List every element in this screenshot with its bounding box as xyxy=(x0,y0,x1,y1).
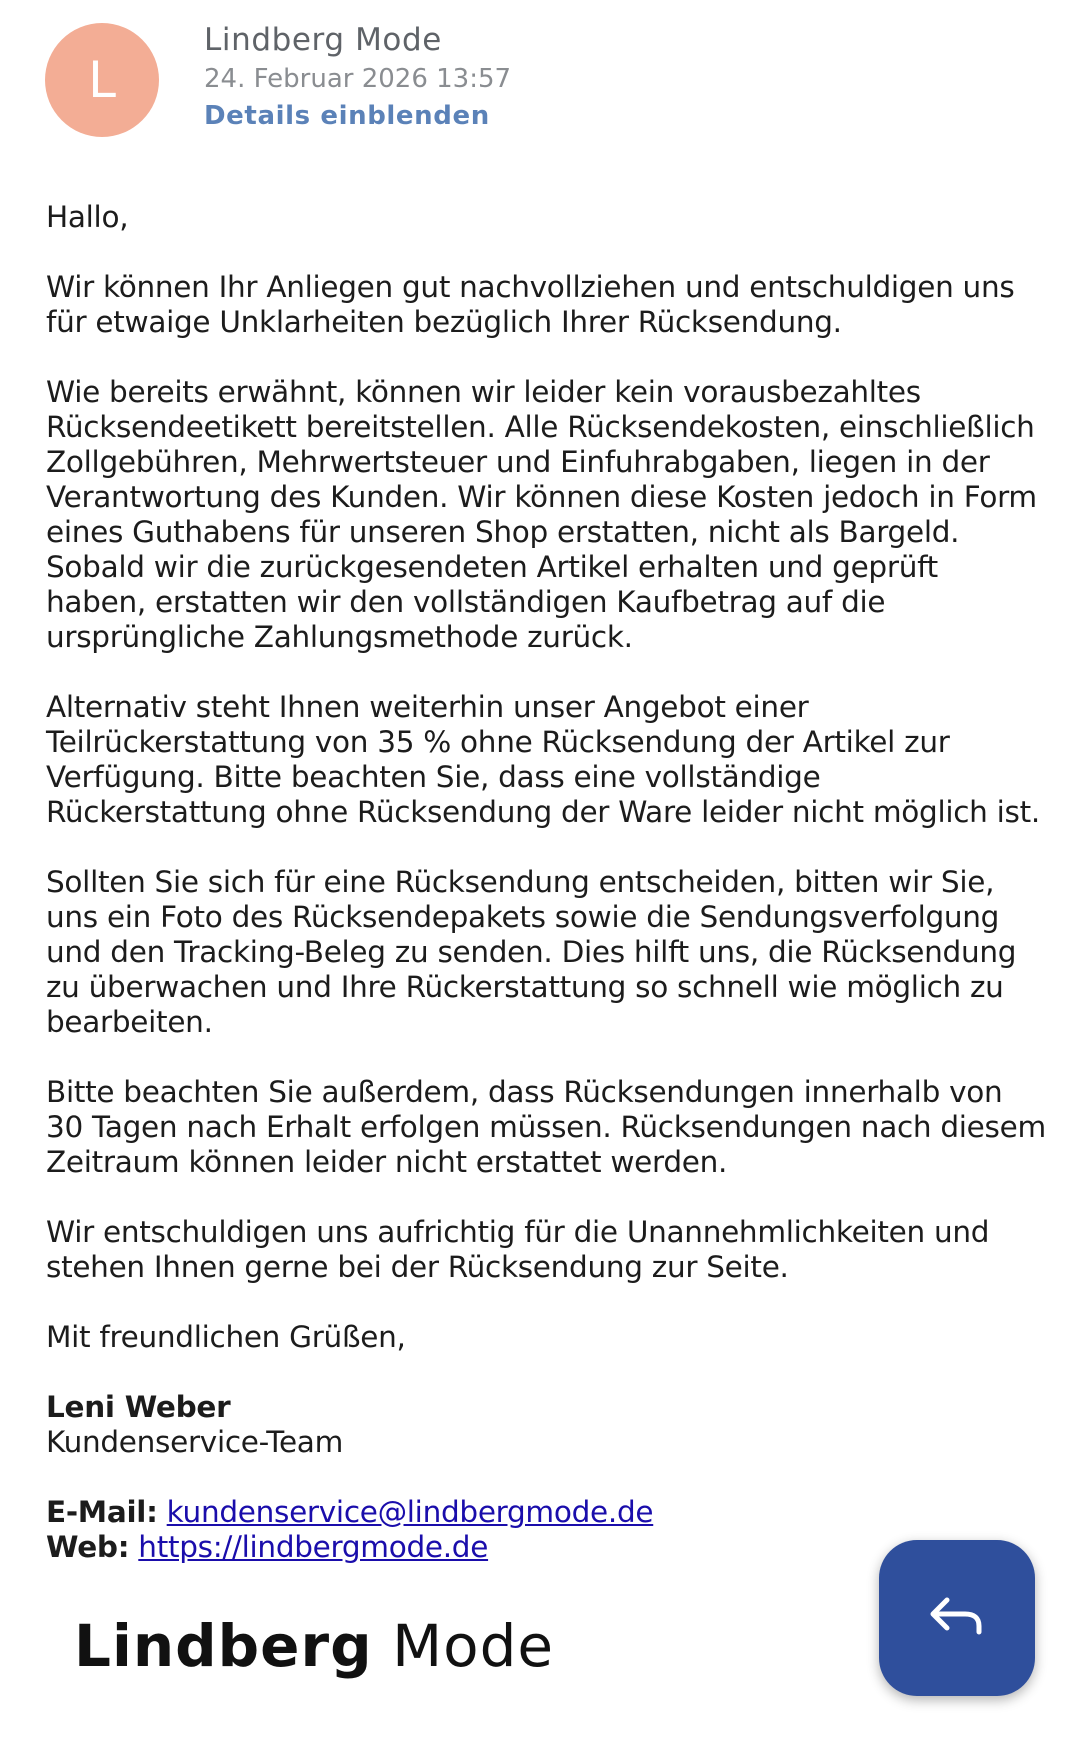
sender-name: Lindberg Mode xyxy=(204,22,442,58)
paragraph-6: Wir entschuldigen uns aufrichtig für die Unannehmlichkeiten und stehen Ihnen gerne bei der Rücksendung zur Seite. xyxy=(46,1215,990,1284)
paragraph-3: Alternativ steht Ihnen weiterhin unser Angebot einer Teilrückerstattung von 35 % ohne Rücksendung der Artikel zur Verfügung. Bitte beachten Sie, dass eine vollständige Rückerstattung ohne Rücksendung der Ware leider nicht möglich ist. xyxy=(46,690,1040,829)
reply-arrow-icon xyxy=(927,1594,987,1643)
web-label: Web: xyxy=(46,1530,130,1564)
company-logo xyxy=(74,1612,554,1680)
email-label: E-Mail: xyxy=(46,1495,158,1529)
email-date: 24. Februar 2026 13:57 xyxy=(204,64,512,94)
web-link[interactable]: https://lindbergmode.de xyxy=(138,1530,489,1564)
logo-light-text: Mode xyxy=(392,1612,555,1680)
logo-bold-text: Lindberg xyxy=(74,1612,373,1680)
sender-avatar[interactable] xyxy=(45,23,159,137)
greeting: Hallo, xyxy=(46,200,129,234)
paragraph-4: Sollten Sie sich für eine Rücksendung entscheiden, bitten wir Sie, uns ein Foto des Rücksendepakets sowie die Sendungsverfolgung und den Tracking-Beleg zu senden. Dies hilft uns, die Rücksendung zu überwachen und Ihre Rückerstattung so schnell wie möglich zu bearbeiten. xyxy=(46,865,1017,1039)
avatar-letter: L xyxy=(88,51,116,109)
email-header xyxy=(0,0,1080,160)
signature-name: Leni Weber xyxy=(46,1390,231,1424)
show-details-link[interactable]: Details einblenden xyxy=(204,101,490,131)
email-body xyxy=(46,200,1046,1600)
signature-team: Kundenservice-Team xyxy=(46,1425,344,1459)
paragraph-2: Wie bereits erwähnt, können wir leider kein vorausbezahltes Rücksendeetikett bereitstellen. Alle Rücksendekosten, einschließlich Zollgebühren, Mehrwertsteuer und Einfuhrabgaben, liegen in der Verantwortung des Kunden. Wir können diese Kosten jedoch in Form eines Guthabens für unseren Shop erstatten, nicht als Bargeld. Sobald wir die zurückgesendeten Artikel erhalten und geprüft haben, erstatten wir den vollständigen Kaufbetrag auf die ursprüngliche Zahlungsmethode zurück. xyxy=(46,375,1037,654)
paragraph-1: Wir können Ihr Anliegen gut nachvollziehen und entschuldigen uns für etwaige Unklarheiten bezüglich Ihrer Rücksendung. xyxy=(46,270,1015,339)
closing: Mit freundlichen Grüßen, xyxy=(46,1320,406,1354)
signature xyxy=(46,1390,1046,1460)
email-link[interactable]: kundenservice@lindbergmode.de xyxy=(166,1495,654,1529)
paragraph-5: Bitte beachten Sie außerdem, dass Rücksendungen innerhalb von 30 Tagen nach Erhalt erfolgen müssen. Rücksendungen nach diesem Zeitraum können leider nicht erstattet werden. xyxy=(46,1075,1046,1179)
reply-button[interactable] xyxy=(879,1540,1035,1696)
